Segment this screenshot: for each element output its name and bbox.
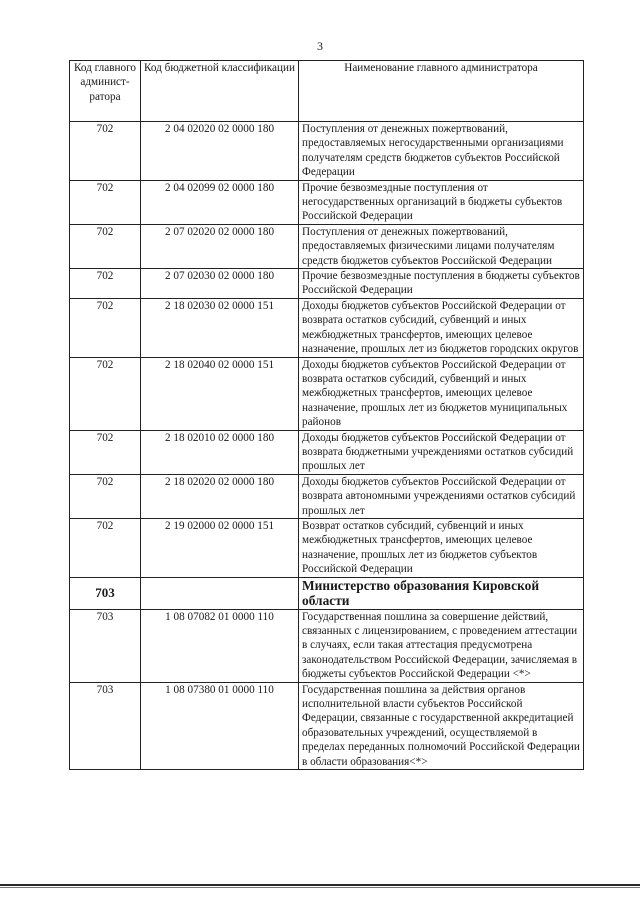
- budget-code-cell: 1 08 07380 01 0000 110: [141, 682, 299, 769]
- header-admin-name: Наименование главного администратора: [299, 61, 584, 122]
- header-budget-code: Код бюджетной классификации: [141, 61, 299, 122]
- table-row: [70, 430, 584, 474]
- admin-code-cell: 702: [70, 122, 141, 181]
- budget-code-cell: 2 18 02010 02 0000 180: [141, 430, 299, 474]
- page-number: 3: [317, 39, 323, 53]
- budget-code-cell: 2 19 02000 02 0000 151: [141, 518, 299, 577]
- table-row: [70, 269, 584, 299]
- admin-code-cell: 702: [70, 518, 141, 577]
- admin-code-cell: 702: [70, 180, 141, 224]
- header-admin-code: Код главного админист-ратора: [70, 61, 141, 122]
- admin-code-cell: 702: [70, 357, 141, 430]
- budget-code-cell: 1 08 07082 01 0000 110: [141, 609, 299, 682]
- admin-code-cell: 702: [70, 269, 141, 299]
- admin-name-cell: Доходы бюджетов субъектов Российской Федерации от возврата остатков субсидий, субвенций и иных межбюджетных трансфертов, имеющих целевое назначение, прошлых лет из бюджетов муниципальных районов: [299, 357, 584, 430]
- admin-code-cell: 702: [70, 224, 141, 268]
- ministry-empty-cell: [141, 577, 299, 609]
- admin-name-cell: Возврат остатков субсидий, субвенций и иных межбюджетных трансфертов, имеющих целевое назначение, прошлых лет из бюджетов субъектов Российской Федерации: [299, 518, 584, 577]
- admin-name-cell: Поступления от денежных пожертвований, предоставляемых физическими лицами получателям средств бюджетов субъектов Российской Федерации: [299, 224, 584, 268]
- admin-code-cell: 703: [70, 682, 141, 769]
- admin-name-cell: Доходы бюджетов субъектов Российской Федерации от возврата бюджетными учреждениями остатков субсидий прошлых лет: [299, 430, 584, 474]
- budget-code-cell: 2 04 02020 02 0000 180: [141, 122, 299, 181]
- ministry-admin-code: 703: [70, 577, 141, 609]
- budget-code-cell: 2 18 02040 02 0000 151: [141, 357, 299, 430]
- table-row: [70, 609, 584, 682]
- footer-rule: [0, 884, 640, 886]
- admin-name-cell: Государственная пошлина за совершение действий, связанных с лицензированием, с проведением аттестации в случаях, если такая аттестация предусмотрена законодательством Российской Федерации, зачисляемая в бюджеты субъектов Российской Федерации <*>: [299, 609, 584, 682]
- table-row: [70, 474, 584, 518]
- table-row: [70, 518, 584, 577]
- admin-code-cell: 703: [70, 609, 141, 682]
- admin-name-cell: Доходы бюджетов субъектов Российской Федерации от возврата автономными учреждениями остатков субсидий прошлых лет: [299, 474, 584, 518]
- budget-code-cell: 2 18 02020 02 0000 180: [141, 474, 299, 518]
- budget-code-cell: 2 04 02099 02 0000 180: [141, 180, 299, 224]
- table-row: [70, 180, 584, 224]
- budget-classification-table: [69, 60, 584, 770]
- table-row: [70, 122, 584, 181]
- ministry-heading-row: [70, 577, 584, 609]
- budget-code-cell: 2 18 02030 02 0000 151: [141, 298, 299, 357]
- admin-code-cell: 702: [70, 430, 141, 474]
- admin-name-cell: Доходы бюджетов субъектов Российской Федерации от возврата остатков субсидий, субвенций и иных межбюджетных трансфертов, имеющих целевое назначение, прошлых лет из бюджетов городских округов: [299, 298, 584, 357]
- admin-code-cell: 702: [70, 298, 141, 357]
- admin-name-cell: Прочие безвозмездные поступления в бюджеты субъектов Российской Федерации: [299, 269, 584, 299]
- table-row: [70, 682, 584, 769]
- table-row: [70, 357, 584, 430]
- budget-code-cell: 2 07 02020 02 0000 180: [141, 224, 299, 268]
- table-row: [70, 224, 584, 268]
- admin-name-cell: Государственная пошлина за действия органов исполнительной власти субъектов Российской Федерации, связанные с государственной аккредитацией образовательных учреждений, осуществляемой в пределах переданных полномочий Российской Федерации в области образования<*>: [299, 682, 584, 769]
- table-header-row: [70, 61, 584, 122]
- admin-name-cell: Поступления от денежных пожертвований, предоставляемых негосударственными организациями получателям средств бюджетов субъектов Российской Федерации: [299, 122, 584, 181]
- ministry-name: Министерство образования Кировской области: [299, 577, 584, 609]
- table-row: [70, 298, 584, 357]
- admin-name-cell: Прочие безвозмездные поступления от негосударственных организаций в бюджеты субъектов Российской Федерации: [299, 180, 584, 224]
- admin-code-cell: 702: [70, 474, 141, 518]
- footer-rule-thin: [0, 887, 640, 888]
- budget-code-cell: 2 07 02030 02 0000 180: [141, 269, 299, 299]
